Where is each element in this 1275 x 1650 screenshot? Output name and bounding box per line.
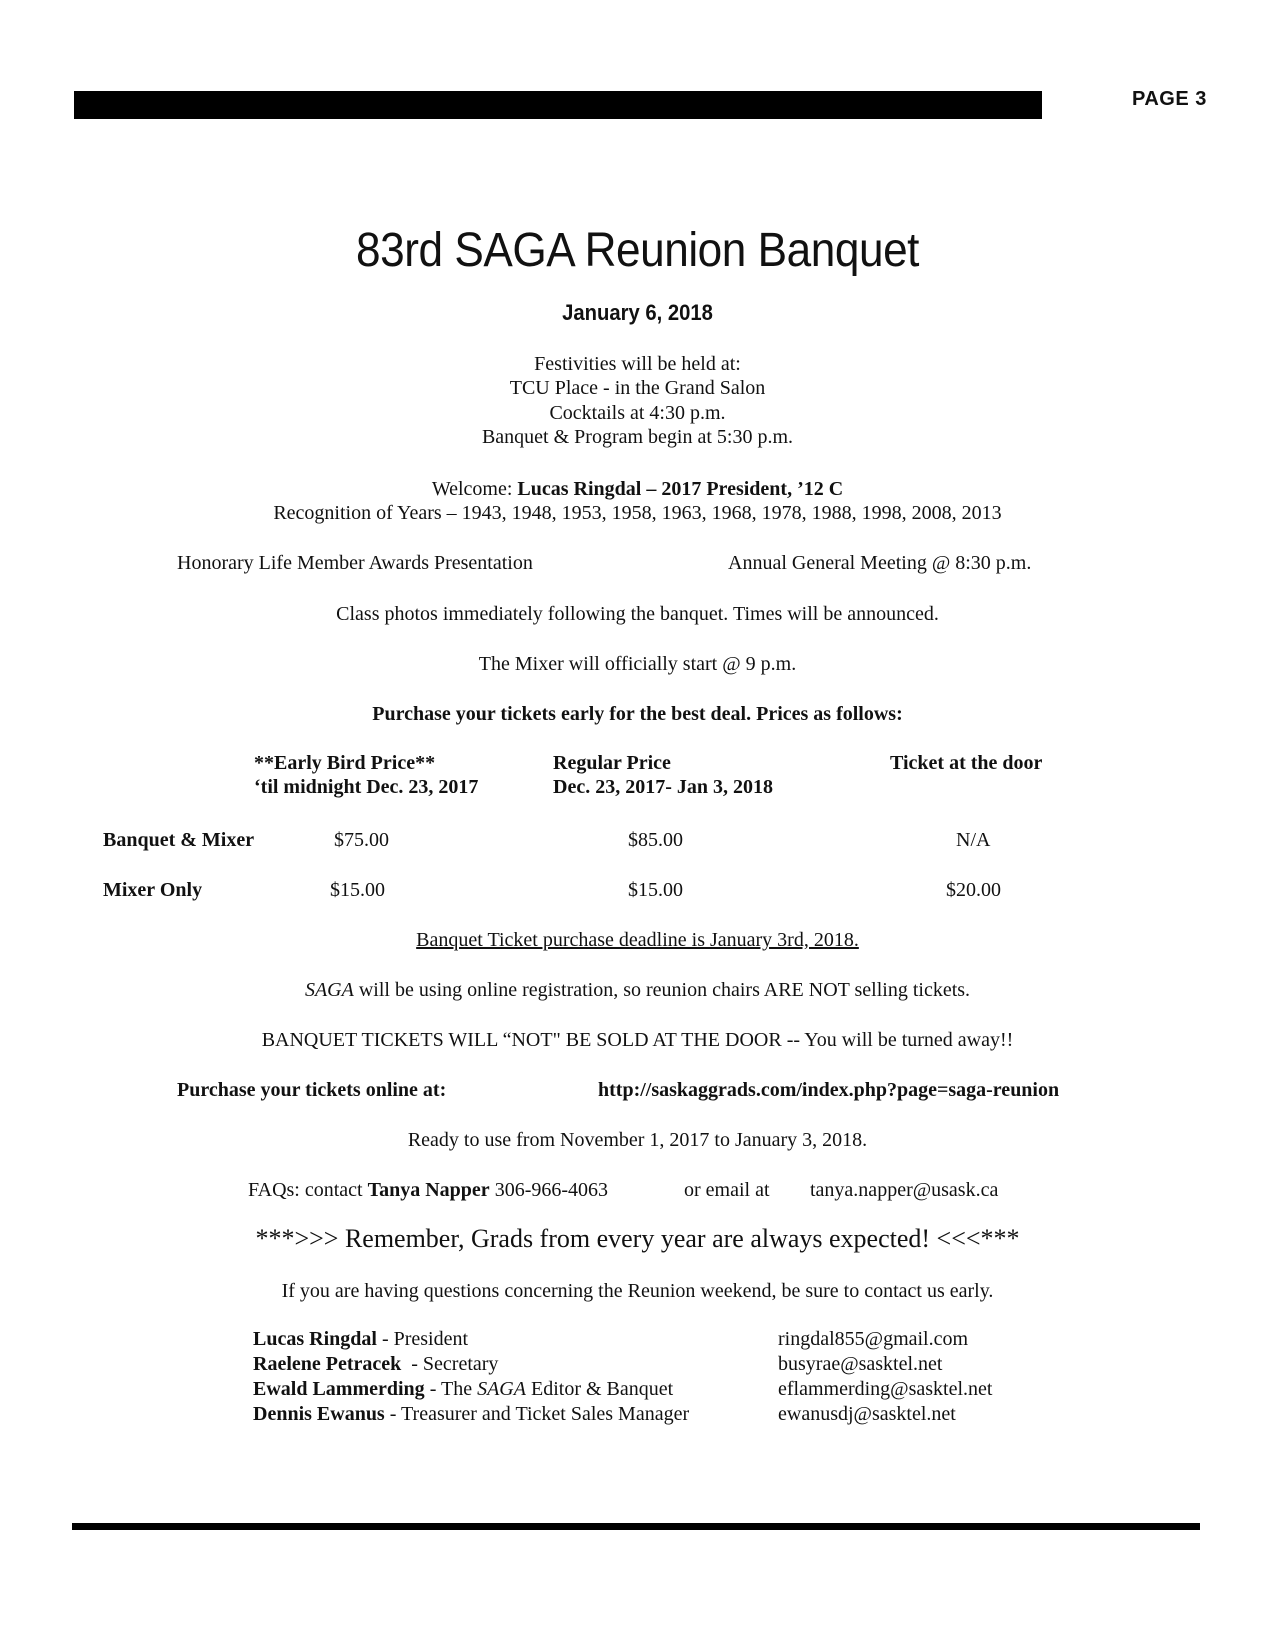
faq-name: Tanya Napper xyxy=(367,1179,490,1201)
contact-email-link[interactable]: eflammerding@sasktel.net xyxy=(778,1378,993,1400)
contact-role: - Treasurer and Ticket Sales Manager xyxy=(384,1403,690,1425)
contact-role: - President xyxy=(376,1328,469,1350)
header-bar xyxy=(74,91,1042,119)
col-door-head xyxy=(890,751,1042,775)
contact-row xyxy=(253,1377,689,1402)
awards-text: Honorary Life Member Awards Presentation xyxy=(177,552,533,574)
col-door-title: Ticket at the door xyxy=(890,752,1043,774)
page-number: PAGE 3 xyxy=(1132,88,1207,110)
page-title: 83rd SAGA Reunion Banquet xyxy=(355,224,919,277)
contact-email-link[interactable]: ringdal855@gmail.com xyxy=(778,1328,969,1350)
pricing-intro: Purchase your tickets early for the best deal. Prices as follows: xyxy=(372,703,903,725)
contact-role: - Secretary xyxy=(401,1353,499,1375)
reminder-text: ***>>> Remember, Grads from every year are always expected! <<<*** xyxy=(255,1224,1020,1253)
questions-text: If you are having questions concerning the Reunion weekend, be sure to contact us early. xyxy=(281,1280,994,1302)
online-registration-notice xyxy=(0,978,1275,1002)
purchase-url-link[interactable]: http://saskaggrads.com/index.php?page=saga-reunion xyxy=(598,1079,1060,1101)
door-notice: BANQUET TICKETS WILL “NOT" BE SOLD AT THE DOOR -- You will be turned away!! xyxy=(261,1029,1014,1051)
col-early-title: **Early Bird Price** xyxy=(254,752,436,774)
venue-line-2: TCU Place - in the Grand Salon xyxy=(509,377,766,399)
price-cell: $75.00 xyxy=(334,829,389,851)
welcome-prefix: Welcome: xyxy=(431,478,518,500)
faq-or-email: or email at xyxy=(684,1179,770,1201)
ready-text: Ready to use from November 1, 2017 to January 3, 2018. xyxy=(407,1129,868,1151)
venue-line-3: Cocktails at 4:30 p.m. xyxy=(549,402,726,424)
contact-name: Raelene Petracek xyxy=(253,1353,402,1375)
contact-role-italic: SAGA xyxy=(477,1378,526,1400)
contact-list xyxy=(253,1327,689,1427)
contact-email-link[interactable]: busyrae@sasktel.net xyxy=(778,1353,943,1375)
deadline-text: Banquet Ticket purchase deadline is January 3rd, 2018. xyxy=(416,929,859,951)
contact-role-pre: - The xyxy=(424,1378,478,1400)
col-regular-title: Regular Price xyxy=(553,752,671,774)
photos-text: Class photos immediately following the banquet. Times will be announced. xyxy=(336,603,939,625)
contact-email-list xyxy=(778,1327,992,1427)
welcome-name: Lucas Ringdal – 2017 President, ’12 C xyxy=(517,478,844,500)
col-early-sub: ‘til midnight Dec. 23, 2017 xyxy=(254,776,479,798)
col-early-head xyxy=(254,751,478,799)
mixer-text: The Mixer will officially start @ 9 p.m. xyxy=(478,653,797,675)
price-cell: $15.00 xyxy=(330,879,385,901)
contact-email-link[interactable]: ewanusdj@sasktel.net xyxy=(778,1403,956,1425)
contact-row xyxy=(253,1352,689,1377)
contact-name: Dennis Ewanus xyxy=(253,1403,385,1425)
price-cell: $15.00 xyxy=(628,879,683,901)
price-cell: N/A xyxy=(956,829,991,851)
deadline-notice xyxy=(0,928,1275,952)
faq-prefix: FAQs: contact xyxy=(248,1179,368,1201)
col-regular-head xyxy=(553,751,773,799)
faq-email-link[interactable]: tanya.napper@usask.ca xyxy=(810,1179,999,1201)
contact-name: Lucas Ringdal xyxy=(253,1328,377,1350)
welcome-line xyxy=(0,477,1275,501)
purchase-label: Purchase your tickets online at: xyxy=(177,1079,447,1101)
faq-contact xyxy=(248,1178,608,1202)
col-regular-sub: Dec. 23, 2017- Jan 3, 2018 xyxy=(553,776,773,798)
faq-phone: 306-966-4063 xyxy=(489,1179,609,1201)
recognition-line: Recognition of Years – 1943, 1948, 1953, 1958, 1963, 1968, 1978, 1988, 1998, 2008, 2013 xyxy=(273,502,1002,524)
contact-name: Ewald Lammerding xyxy=(253,1378,425,1400)
price-cell: $85.00 xyxy=(628,829,683,851)
event-date: January 6, 2018 xyxy=(562,300,713,325)
online-registration-text: will be using online registration, so reunion chairs ARE NOT selling tickets. xyxy=(353,979,971,1001)
venue-line-1: Festivities will be held at: xyxy=(534,353,741,375)
price-cell: $20.00 xyxy=(946,879,1001,901)
agm-text: Annual General Meeting @ 8:30 p.m. xyxy=(728,552,1032,574)
contact-role: Editor & Banquet xyxy=(525,1378,674,1400)
venue-line-4: Banquet & Program begin at 5:30 p.m. xyxy=(481,426,794,448)
contact-row xyxy=(253,1402,689,1427)
row-label: Banquet & Mixer xyxy=(103,829,255,851)
footer-bar xyxy=(72,1523,1200,1530)
row-label: Mixer Only xyxy=(103,879,203,901)
contact-row xyxy=(253,1327,689,1352)
saga-italic: SAGA xyxy=(304,979,354,1001)
